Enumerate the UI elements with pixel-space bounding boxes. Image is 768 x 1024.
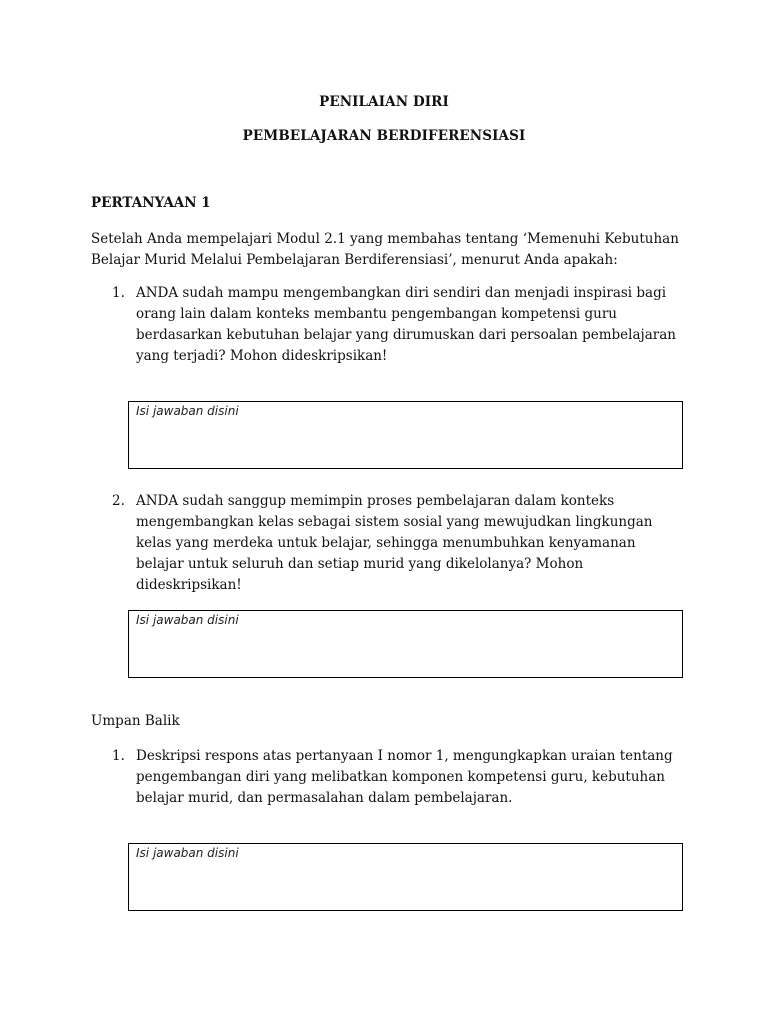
question-number: 2. bbox=[112, 493, 125, 509]
answer-box-question-1[interactable] bbox=[128, 401, 683, 469]
section-heading-pertanyaan: PERTANYAAN 1 bbox=[91, 195, 211, 211]
intro-paragraph: Setelah Anda mempelajari Modul 2.1 yang membahas tentang ‘Memenuhi Kebutuhan Belajar Murid Melalui Pembelajaran Berdiferensiasi’, menurut Anda apakah: bbox=[91, 231, 679, 268]
question-text: ANDA sudah mampu mengembangkan diri sendiri dan menjadi inspirasi bagi orang lain dalam konteks membantu pengembangan kompetensi guru berdasarkan kebutuhan belajar yang dirumuskan dari persoalan pembelajaran yang terjadi? Mohon dideskripsikan! bbox=[136, 285, 676, 364]
feedback-text: Deskripsi respons atas pertanyaan I nomor 1, mengungkapkan uraian tentang pengembangan diri yang melibatkan komponen kompetensi guru, kebutuhan belajar murid, dan permasalahan dalam pembelajaran. bbox=[136, 748, 673, 806]
document-subtitle: PEMBELAJARAN BERDIFERENSIASI bbox=[242, 128, 526, 144]
answer-placeholder: Isi jawaban disini bbox=[136, 613, 239, 627]
feedback-number: 1. bbox=[112, 748, 125, 764]
question-number: 1. bbox=[112, 285, 125, 301]
document-title: PENILAIAN DIRI bbox=[319, 94, 449, 110]
question-text: ANDA sudah sanggup memimpin proses pembelajaran dalam konteks mengembangkan kelas sebagai sistem sosial yang mewujudkan lingkungan kelas yang merdeka untuk belajar, sehingga menumbuhkan kenyamanan belajar untuk seluruh dan setiap murid yang dikelolanya? Mohon dideskripsikan! bbox=[136, 493, 653, 593]
feedback-heading: Umpan Balik bbox=[91, 713, 180, 729]
answer-placeholder: Isi jawaban disini bbox=[136, 846, 239, 860]
answer-box-feedback-1[interactable] bbox=[128, 843, 683, 911]
answer-box-question-2[interactable] bbox=[128, 610, 683, 678]
answer-placeholder: Isi jawaban disini bbox=[136, 404, 239, 418]
